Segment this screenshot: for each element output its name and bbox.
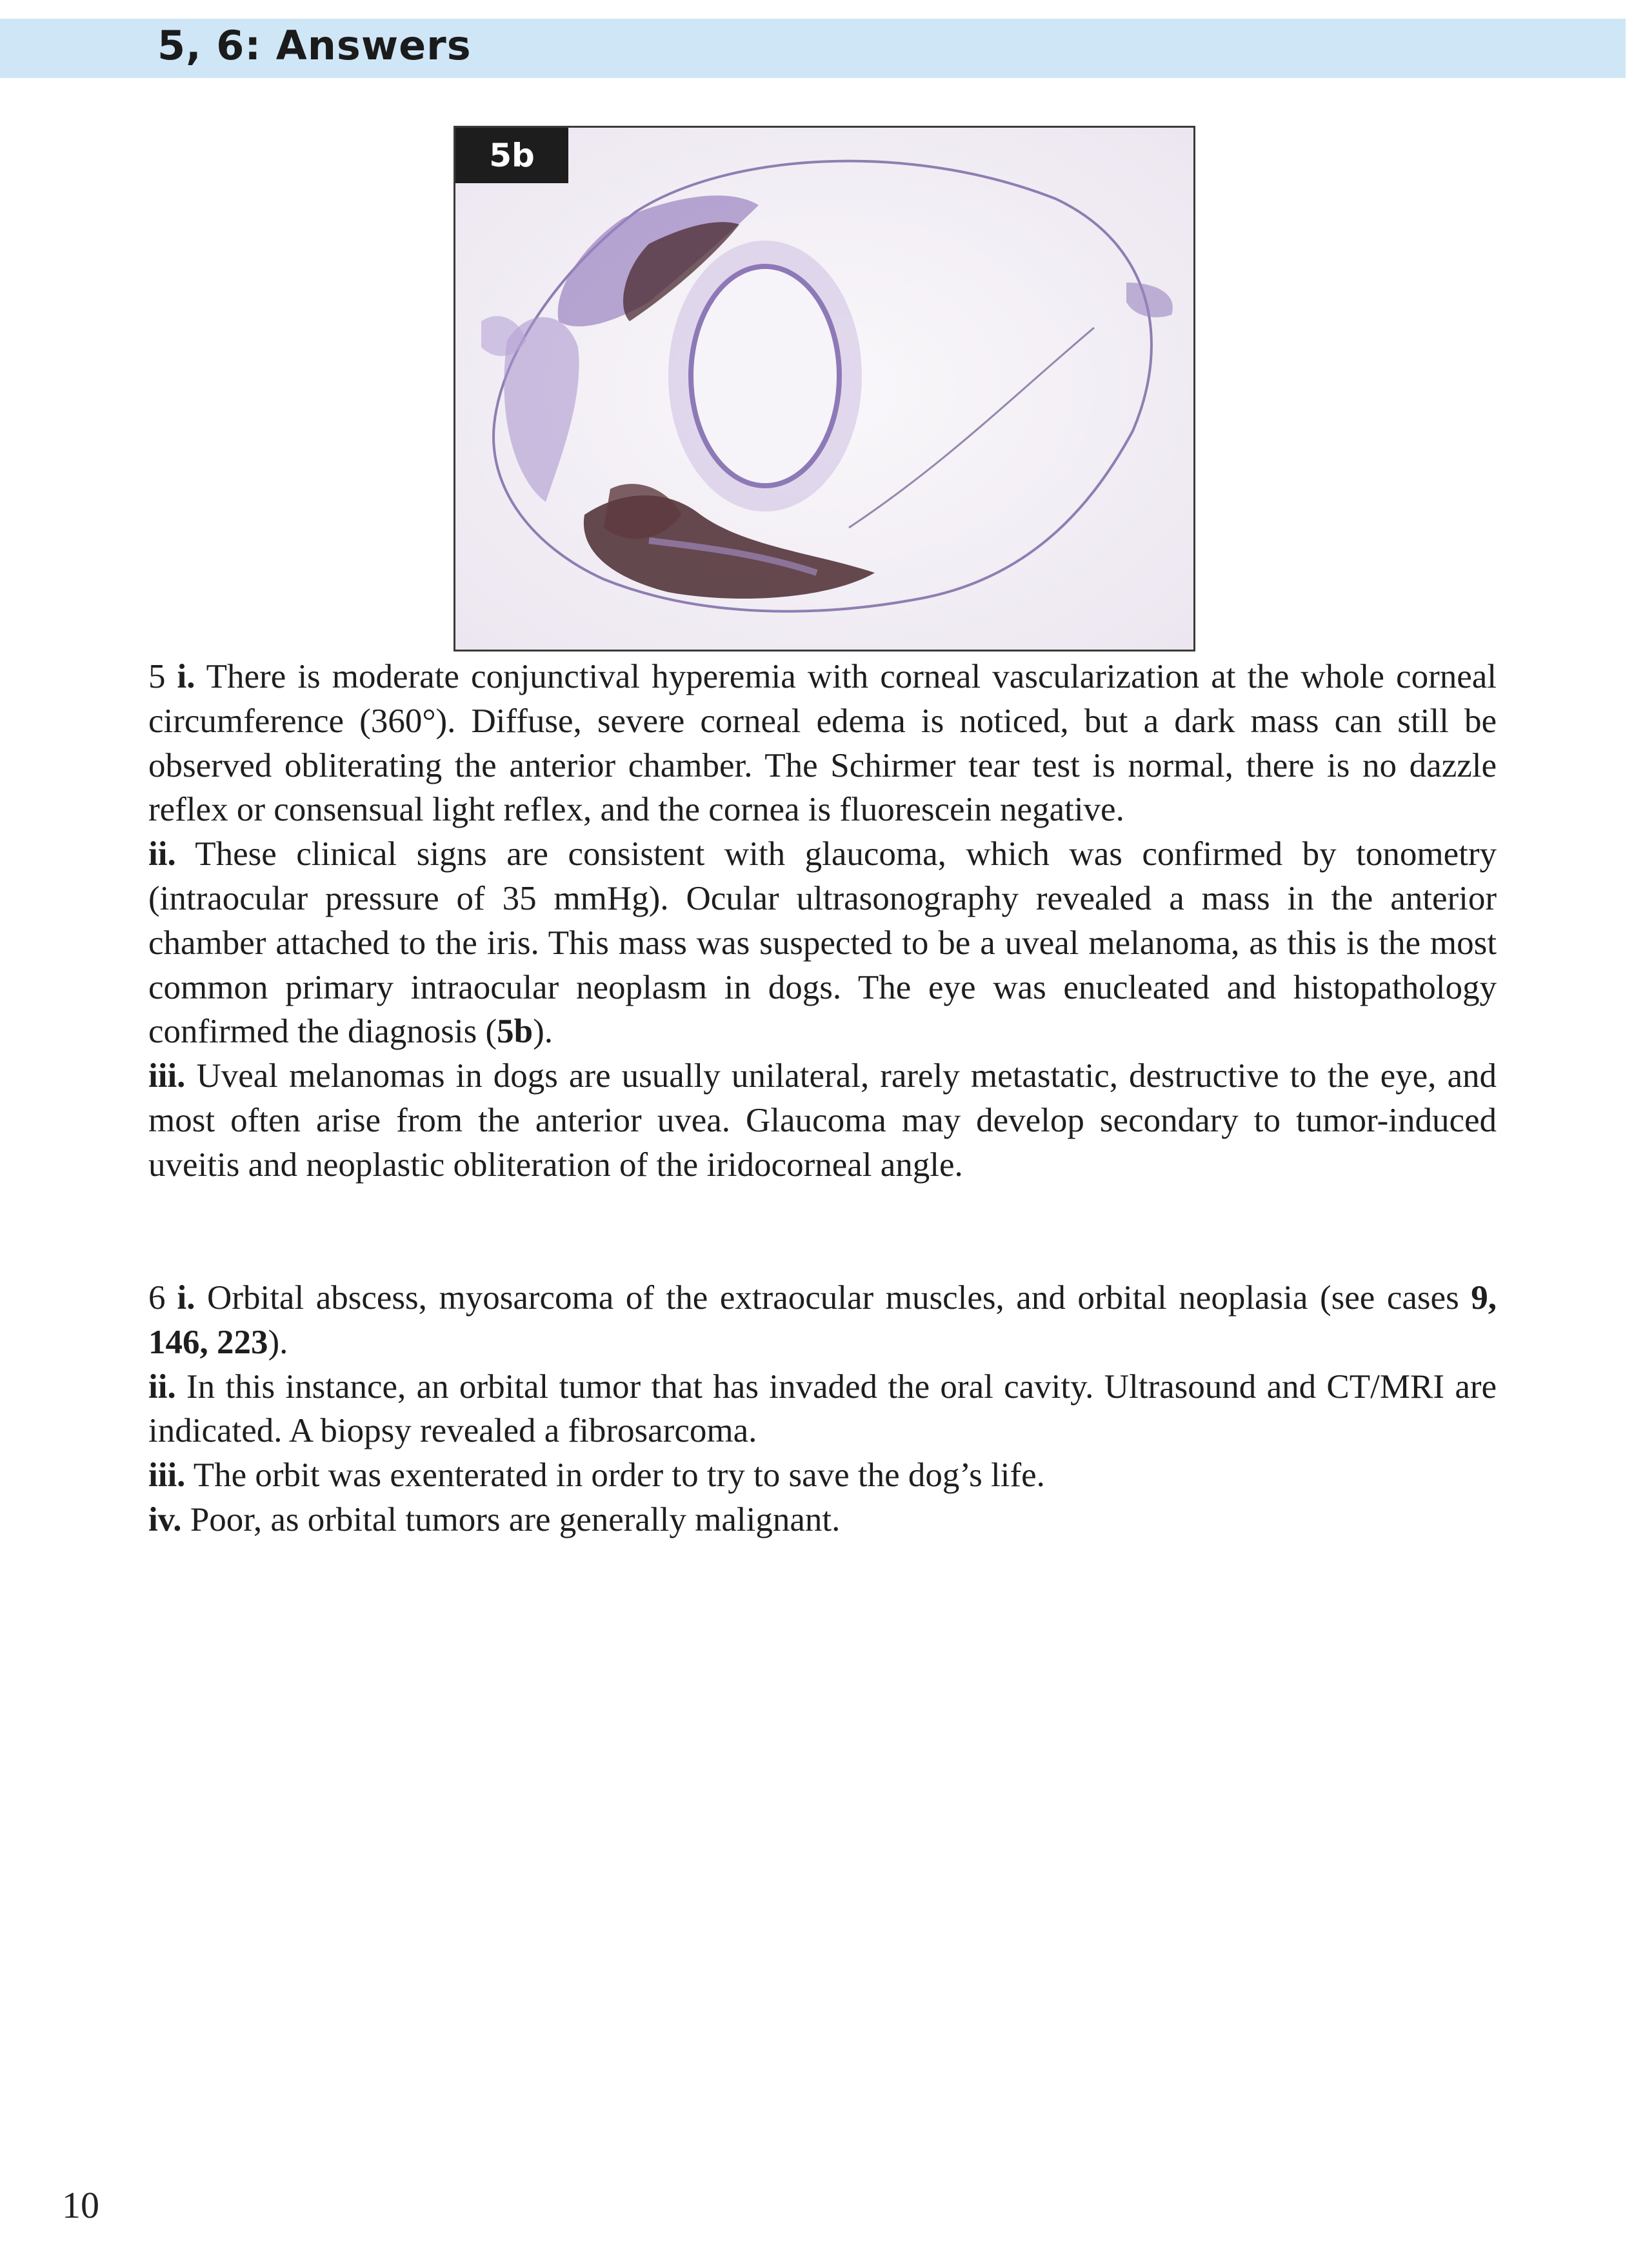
part-marker: ii. (148, 1368, 176, 1406)
case-references: 9, 146, 223 (148, 1279, 1497, 1361)
answer-text-end: ). (533, 1013, 553, 1051)
part-marker: iii. (148, 1457, 186, 1495)
answer-text: Poor, as orbital tumors are generally malignant. (190, 1500, 841, 1538)
answer-6-part-iii (148, 1453, 1497, 1498)
answer-5 (148, 655, 1497, 1188)
figure-label: 5b (455, 128, 568, 183)
histology-eye-section-image (455, 128, 1193, 650)
answer-text: There is moderate conjunctival hyperemia with corneal vascularization at the whole corneal circumference (360°). Diffuse, severe corneal edema is noticed, but a dark mass can still be observed obliterating the anterior chamber. The Schirmer tear test is normal, there is no dazzle reflex or consensual light reflex, and the cornea is fluorescein negative. (148, 658, 1497, 829)
page-title: 5, 6: Answers (157, 22, 472, 69)
answer-number: 6 (148, 1279, 166, 1317)
answer-text: The orbit was exenterated in order to try to save the dog’s life. (193, 1457, 1045, 1495)
answer-5-part-ii (148, 832, 1497, 1054)
answer-text: In this instance, an orbital tumor that has invaded the oral cavity. Ultrasound and CT/MRI are indicated. A biopsy revealed a fibrosarcoma. (148, 1368, 1497, 1450)
answer-5-part-iii (148, 1054, 1497, 1187)
figure-reference: 5b (497, 1013, 533, 1051)
answer-text: Orbital abscess, myosarcoma of the extraocular muscles, and orbital neoplasia (see cases (207, 1279, 1471, 1317)
answer-6 (148, 1276, 1497, 1542)
answer-6-part-iv (148, 1498, 1497, 1542)
part-marker: ii. (148, 835, 176, 873)
figure-5b (454, 126, 1195, 652)
answer-text: These clinical signs are consistent with glaucoma, which was confirmed by tonometry (intraocular pressure of 35 mmHg). Ocular ultrasonography revealed a mass in the anterior chamber attached to the iris. This mass was suspected to be a uveal melanoma, as this is the most common primary intraocular neoplasm in dogs. The eye was enucleated and histopathology confirmed the diagnosis ( (148, 835, 1497, 1051)
answer-text: Uveal melanomas in dogs are usually unilateral, rarely metastatic, destructive to the eye, and most often arise from the anterior uvea. Glaucoma may develop secondary to tumor-induced uveitis and neoplastic obliteration of the iridocorneal angle. (148, 1057, 1497, 1184)
answer-6-part-ii (148, 1365, 1497, 1454)
part-marker: iii. (148, 1057, 186, 1095)
answer-text-end: ). (268, 1323, 288, 1361)
answer-6-part-i (148, 1276, 1497, 1365)
answer-number: 5 (148, 658, 166, 695)
part-marker: i. (177, 658, 195, 695)
part-marker: iv. (148, 1500, 182, 1538)
answer-5-part-i (148, 655, 1497, 832)
page-number: 10 (62, 2184, 99, 2226)
part-marker: i. (177, 1279, 195, 1317)
